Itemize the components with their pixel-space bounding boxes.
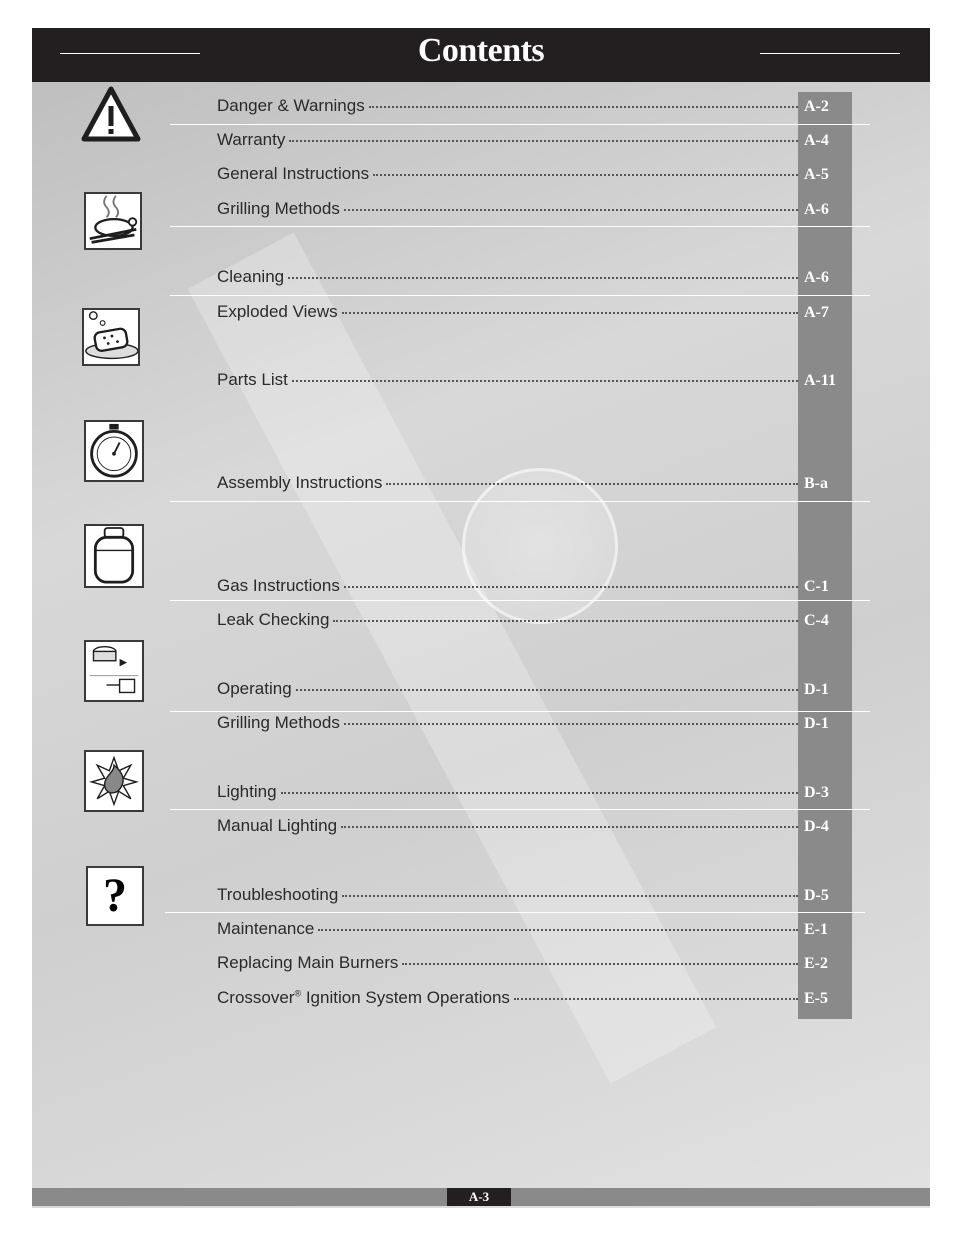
toc-entry-page: D-3 xyxy=(804,784,829,801)
stopwatch-icon xyxy=(84,420,144,482)
section-divider xyxy=(170,711,870,712)
toc-entry-label: Danger & Warnings xyxy=(217,96,365,115)
leader-dots xyxy=(344,586,798,588)
leader-dots xyxy=(289,140,798,142)
section-divider xyxy=(170,600,870,601)
leader-dots xyxy=(281,792,798,794)
toc-entry-label: Lighting xyxy=(217,782,277,801)
toc-entry-label-suffix: Ignition System Operations xyxy=(301,988,510,1007)
leader-dots xyxy=(344,723,798,725)
toc-entry-label xyxy=(217,988,510,1008)
title-bar xyxy=(32,28,930,82)
toc-entry-page: E-5 xyxy=(804,990,828,1007)
leader-dots xyxy=(344,209,798,211)
leader-dots xyxy=(288,277,798,279)
toc-entry-page: D-5 xyxy=(804,887,829,904)
leader-dots xyxy=(333,620,798,622)
toc-entry[interactable] xyxy=(217,610,852,634)
toc-entry-label: Grilling Methods xyxy=(217,713,340,732)
warning-icon xyxy=(80,84,142,146)
toc-entry-page: A-11 xyxy=(804,372,836,389)
toc-entry[interactable] xyxy=(217,199,852,223)
leader-dots xyxy=(342,312,798,314)
toc-entry-page: D-1 xyxy=(804,715,829,732)
footer-page-number: A-3 xyxy=(447,1188,511,1206)
leader-dots xyxy=(292,380,798,382)
toc-entry-label: Replacing Main Burners xyxy=(217,953,399,972)
toc-entry-page: D-4 xyxy=(804,818,829,835)
toc-entry[interactable] xyxy=(217,679,852,703)
toc-entry-label: Gas Instructions xyxy=(217,576,340,595)
toc-entry-page: C-1 xyxy=(804,578,829,595)
question-mark-icon xyxy=(86,866,144,926)
leader-dots xyxy=(386,483,798,485)
contents-panel xyxy=(32,28,930,1208)
toc-entry[interactable] xyxy=(217,96,852,120)
toc-entry-label-main: Crossover xyxy=(217,988,295,1007)
toc-entry-label: General Instructions xyxy=(217,164,370,183)
toc-entry[interactable] xyxy=(217,302,852,326)
toc-entry-page: A-7 xyxy=(804,304,829,321)
toc-entry[interactable] xyxy=(217,988,852,1012)
gas-valve-icon xyxy=(84,640,144,702)
toc-entry-page: E-1 xyxy=(804,921,828,938)
section-divider xyxy=(170,124,870,125)
leader-dots xyxy=(373,174,798,176)
toc-entry-page: D-1 xyxy=(804,681,829,698)
toc-entry-label: Warranty xyxy=(217,130,286,149)
section-divider xyxy=(165,912,865,913)
title-rule-right xyxy=(760,53,900,54)
leader-dots xyxy=(514,998,798,1000)
toc-entry-page: B-a xyxy=(804,475,828,492)
sponge-cleaning-icon xyxy=(82,308,140,366)
toc-entry[interactable] xyxy=(217,885,852,909)
propane-tank-icon xyxy=(84,524,144,588)
section-divider xyxy=(170,295,870,296)
toc-entry-page: A-6 xyxy=(804,201,829,218)
leader-dots xyxy=(342,895,798,897)
toc-entry[interactable] xyxy=(217,713,852,737)
toc-entry-label: Leak Checking xyxy=(217,610,330,629)
toc-entry[interactable] xyxy=(217,473,852,497)
toc-entry[interactable] xyxy=(217,782,852,806)
leader-dots xyxy=(318,929,798,931)
toc-entry[interactable] xyxy=(217,267,852,291)
toc-entry-label: Assembly Instructions xyxy=(217,473,383,492)
question-mark-glyph: ? xyxy=(103,869,127,922)
leader-dots xyxy=(341,826,798,828)
toc-entry-label: Maintenance xyxy=(217,919,315,938)
toc-entry[interactable] xyxy=(217,576,852,600)
leader-dots xyxy=(369,106,798,108)
toc-entry-label: Exploded Views xyxy=(217,302,338,321)
toc-entry-label: Parts List xyxy=(217,370,288,389)
toc-entry-page: A-2 xyxy=(804,98,829,115)
toc-entry-page: E-2 xyxy=(804,955,828,972)
flame-icon xyxy=(84,750,144,812)
toc-entry[interactable] xyxy=(217,164,852,188)
toc-entry-label: Operating xyxy=(217,679,292,698)
toc-entry[interactable] xyxy=(217,370,852,394)
toc-entry[interactable] xyxy=(217,816,852,840)
toc-entry[interactable] xyxy=(217,953,852,977)
registered-mark: ® xyxy=(294,988,302,999)
leader-dots xyxy=(296,689,798,691)
toc-entry-page: A-4 xyxy=(804,132,829,149)
section-divider xyxy=(170,809,870,810)
toc-entry-page: C-4 xyxy=(804,612,829,629)
page-title: Contents xyxy=(417,32,545,69)
toc-entry-page: A-6 xyxy=(804,269,829,286)
toc-entry-label: Grilling Methods xyxy=(217,199,340,218)
toc-entry-page: A-5 xyxy=(804,166,829,183)
leader-dots xyxy=(402,963,798,965)
toc-entry[interactable] xyxy=(217,130,852,154)
section-divider xyxy=(170,226,870,227)
toc-entry-label: Manual Lighting xyxy=(217,816,338,835)
roast-chicken-icon xyxy=(84,192,142,250)
toc-entry[interactable] xyxy=(217,919,852,943)
page-number-column xyxy=(798,92,852,1019)
toc-entry-label: Troubleshooting xyxy=(217,885,339,904)
toc-entry-label: Cleaning xyxy=(217,267,285,286)
section-divider xyxy=(170,501,870,502)
